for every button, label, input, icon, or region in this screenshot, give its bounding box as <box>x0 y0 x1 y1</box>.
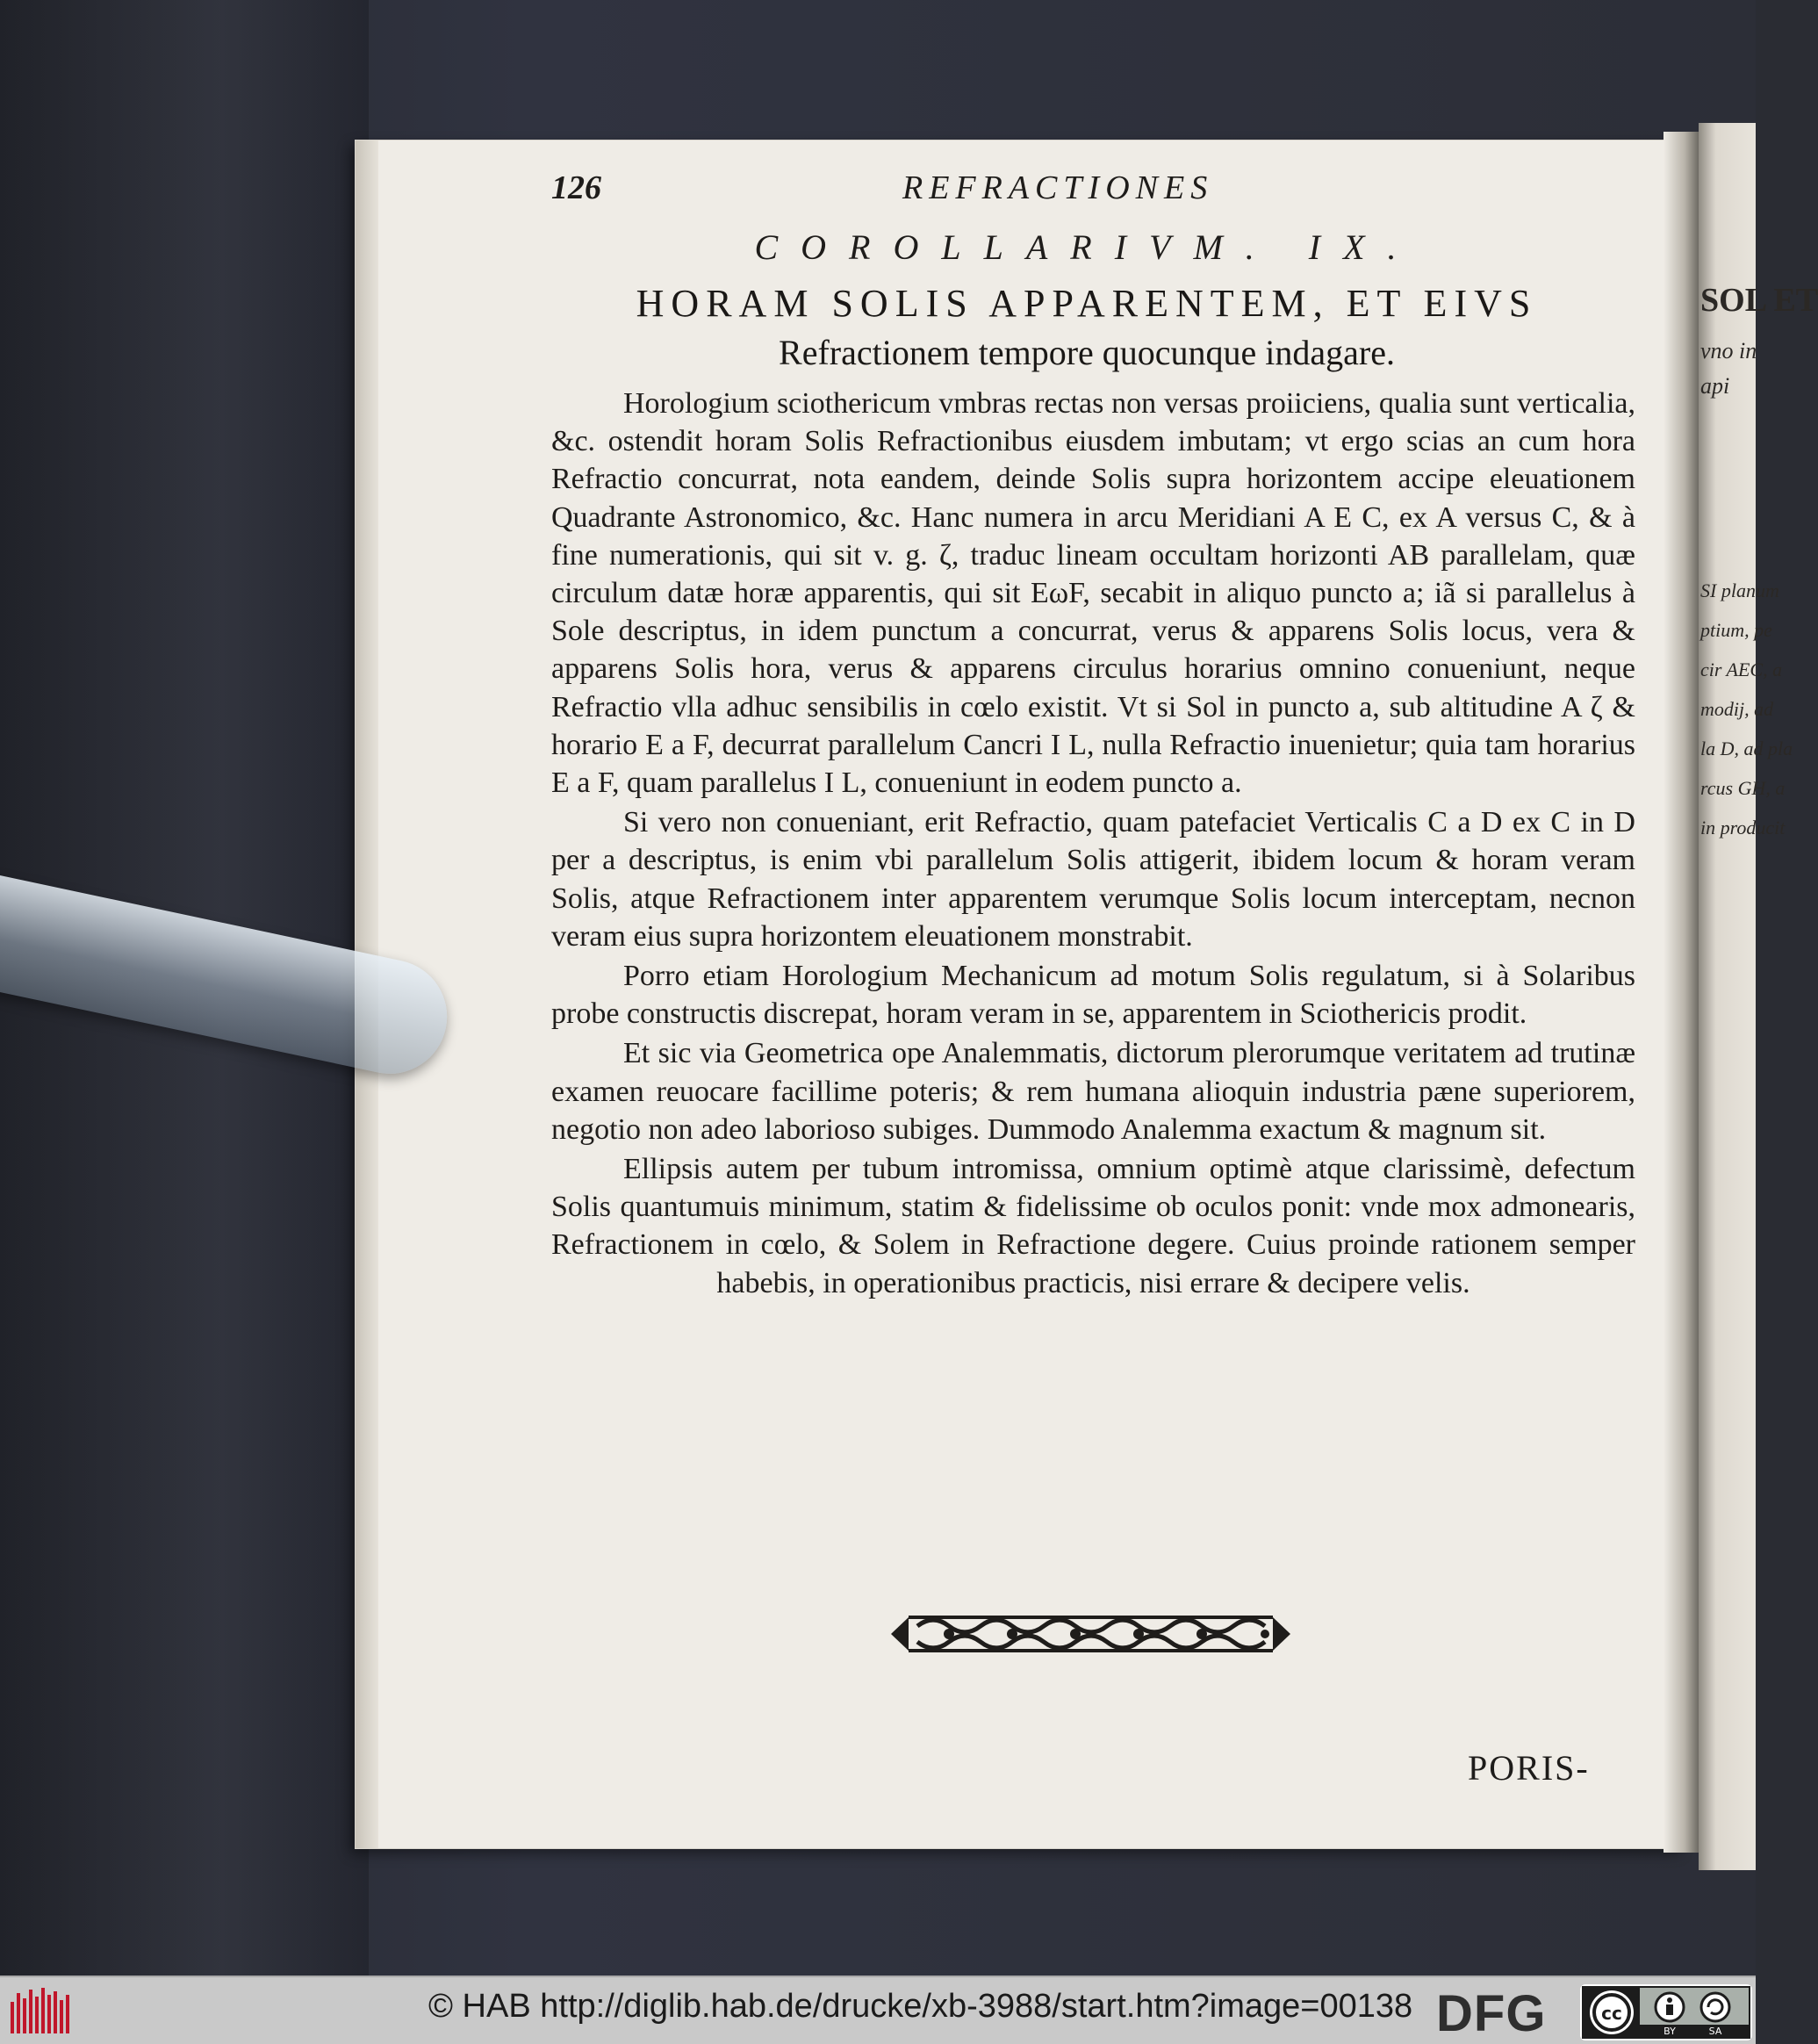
book-gutter <box>1664 132 1699 1853</box>
facing-page-line: cir AEC, a <box>1700 659 1783 680</box>
facing-page-line: SI planum <box>1700 579 1779 601</box>
body-text <box>551 385 1635 1304</box>
facing-page-line: in producit <box>1700 817 1786 838</box>
facing-page-line: api <box>1700 373 1730 399</box>
running-head: REFRACTIONES <box>902 169 1214 206</box>
paragraph: Porro etiam Horologium Mechanicum ad motum Solis regulatum, si à Solaribus probe constructis discrepat, horam veram in se, apparentem in Sciothericis prodit. <box>551 960 1635 1031</box>
viewer-footer <box>0 1976 1756 2044</box>
page-number: 126 <box>551 169 601 206</box>
svg-text:SA: SA <box>1708 2026 1722 2037</box>
catchword: PORIS- <box>1468 1748 1590 1788</box>
facing-page-line: la D, ad pla <box>1700 738 1793 759</box>
facing-page-line: ptium, pe <box>1700 619 1772 641</box>
section-title: HORAM SOLIS APPARENTEM, ET EIVS <box>636 282 1538 325</box>
facing-page-line: rcus GH, a <box>1700 777 1786 799</box>
footer-credit-link[interactable]: © HAB http://diglib.hab.de/drucke/xb-3988/start.htm?image=00138 <box>428 1988 1413 2025</box>
dfg-logo[interactable]: DFG <box>1436 1985 1547 2042</box>
printers-ornament <box>882 1600 1299 1668</box>
facing-page <box>1699 123 1818 1870</box>
paragraph: Ellipsis autem per tubum intromissa, omnium optimè atque clarissimè, defectum Solis quantumuis minimum, statim & fidelissime ob oculos ponit: vnde mox admonearis, Refractionem in cœlo, & Solem in Refractione degere. Cuius proinde rationem semper habebis, in operationibus practicis, nisi errare & decipere velis. <box>551 1153 1635 1299</box>
svg-text:BY: BY <box>1664 2026 1676 2037</box>
corollary-heading: COROLLARIVM. IX. <box>754 227 1419 267</box>
cc-by-sa-icon[interactable] <box>1580 1984 1752 2040</box>
paragraph: Et sic via Geometrica ope Analemmatis, dictorum plerorumque veritatem ad trutinæ examen reuocare facillime poteris; & rem humana alioquin industria pæne superiorem, negotio non adeo laborioso subiges. Dummodo Analemma exactum & magnum sit. <box>551 1037 1635 1146</box>
svg-text:cc: cc <box>1601 2003 1622 2024</box>
facing-page-line: modij, ad <box>1700 698 1774 720</box>
paragraph: Si vero non conueniant, erit Refractio, quam patefaciet Verticalis C a D ex C in D per a descriptus, is enim vbi parallelum Solis attigerit, ibidem locum & horam veram Solis, atque Refractionem inter apparentem verumque Solis locum interceptam, necnon veram eius supra horizontem eleuationem monstrabit. <box>551 806 1635 953</box>
paragraph: Horologium sciothericum vmbras rectas non versas proiiciens, qualia sunt verticalia, &c. ostendit horam Solis Refractionibus eiusdem imbutam; vt ergo scias an cum hora Refractio concurrat, nota eandem, deinde Solis supra horizontem accipe eleuationem Quadrante Astronomico, &c. Hanc numera in arcu Meridiani A E C, ex A versus C, & à fine numerationis, qui sit v. g. ζ, traduc lineam occultam horizonti AB parallelam, quæ circulum datæ horæ apparentis, qui sit EωF, secabit in aliquo puncto a; iã si parallelus à Sole descriptus, in idem punctum a concurrat, verus & apparens Solis locus, vera & apparens Solis hora, verus & apparens circulus horarius omnino conueniunt, neque Refractio vlla adhuc sensibilis in cœlo existit. Vt si Sol in puncto a, sub altitudine A ζ & horario E a F, decurrat parallelum Cancri I L, nulla Refractio inuenietur; quia tam horarius E a F, quam parallelus I L, conueniunt in eodem puncto a. <box>551 387 1635 800</box>
facing-page-line: vno in <box>1700 338 1757 363</box>
facing-page-line: SOL ET <box>1700 282 1818 319</box>
page-header <box>551 169 1622 221</box>
hab-logo-icon[interactable] <box>9 1986 75 2035</box>
section-subtitle: Refractionem tempore quocunque indagare. <box>779 333 1395 372</box>
